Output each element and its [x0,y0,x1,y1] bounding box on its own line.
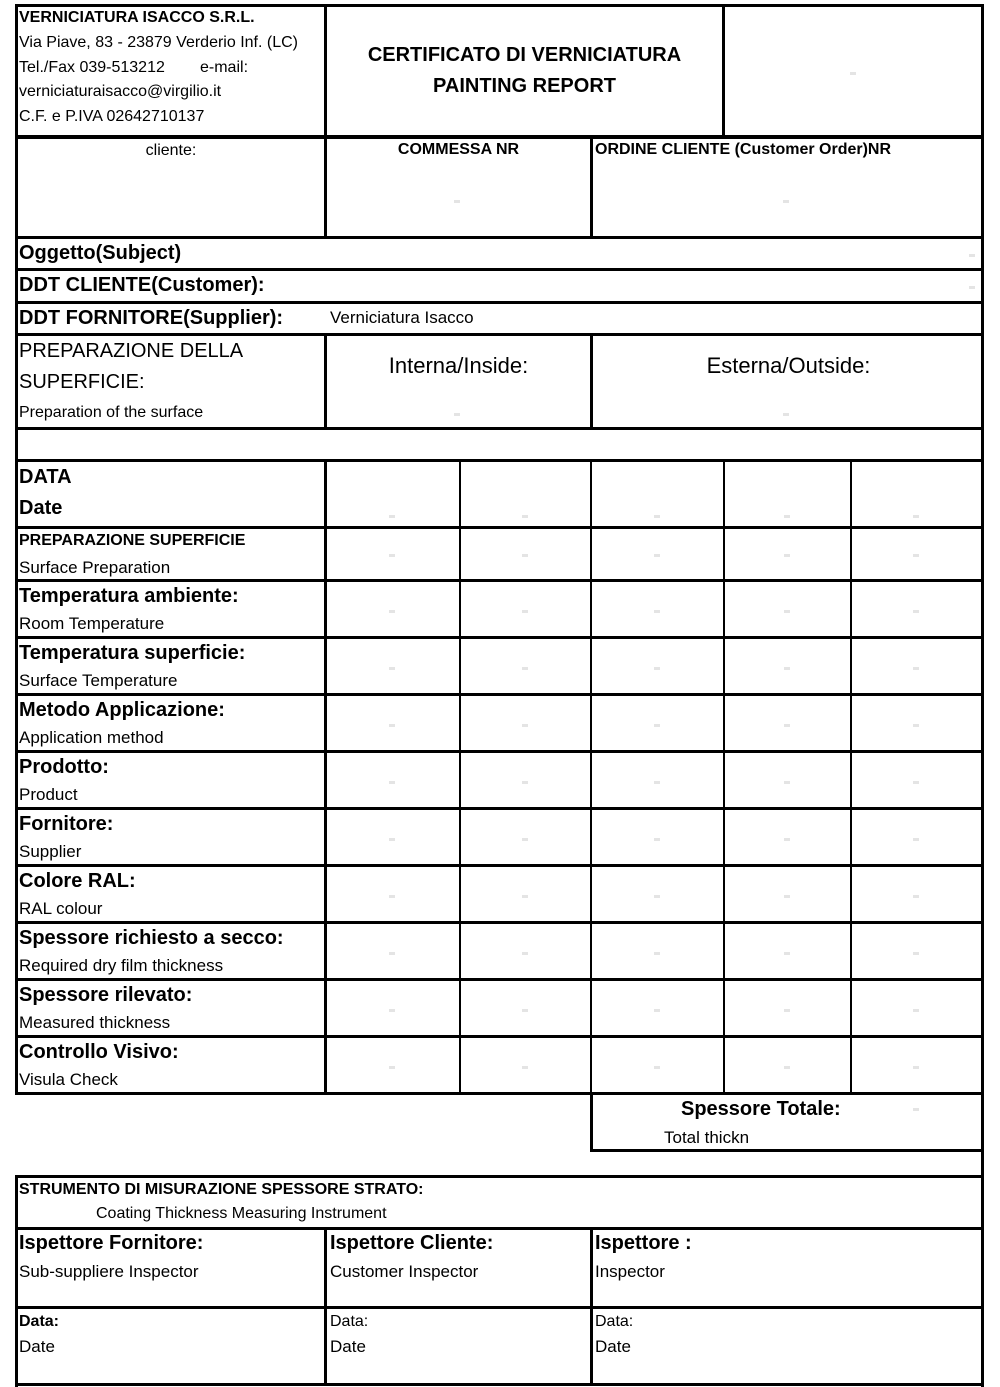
total-thickness-label-it: Spessore Totale: [681,1098,841,1120]
empty-cell-mark [522,895,528,898]
customer-inspector-label-it: Ispettore Cliente: [330,1232,494,1254]
empty-cell-mark [784,895,790,898]
empty-cell-mark [784,667,790,670]
grid-column-line [850,459,852,1095]
customer-inspector-label-en: Customer Inspector [330,1262,479,1281]
grid-column-line [723,459,725,1095]
inspector-label-it: Ispettore : [595,1232,692,1254]
empty-cell-mark [522,724,528,727]
grid-row-line [15,750,984,753]
ddt-supplier-label: DDT FORNITORE(Supplier): [19,307,284,329]
customer-order-label: ORDINE CLIENTE (Customer Order)NR [595,141,892,158]
outside-label: Esterna/Outside: [706,353,871,378]
product-label-it: Prodotto: [19,756,109,778]
empty-cell-mark [389,1009,395,1012]
empty-cell-mark [784,724,790,727]
grid-row-line [15,579,984,582]
supplier-label-en: Supplier [19,842,82,861]
empty-cell-mark [522,515,528,518]
supplier-inspector-label-it: Ispettore Fornitore: [19,1232,204,1254]
date-label-it: DATA [19,466,72,488]
visual-check-label-en: Visula Check [19,1070,118,1089]
empty-cell-mark [522,952,528,955]
empty-cell-mark [913,1009,919,1012]
spacer-left-border [15,428,18,462]
grid-row-line [15,636,984,639]
empty-cell-mark [522,610,528,613]
empty-cell-mark [654,895,660,898]
measured-thickness-label-it: Spessore rilevato: [19,984,193,1006]
spacer-right-border [981,428,984,462]
empty-cell-mark [913,838,919,841]
empty-cell-mark [522,667,528,670]
empty-cell-mark [654,952,660,955]
customer-inspector-date-en: Date [330,1337,366,1356]
empty-cell-mark [654,667,660,670]
room-temp-label-it: Temperatura ambiente: [19,585,239,607]
supplier-inspector-date-it: Data: [19,1313,60,1330]
document-title-en: PAINTING REPORT [433,75,616,97]
inspector-date-it: Data: [595,1313,634,1330]
empty-field-mark [913,1108,919,1111]
empty-cell-mark [784,1009,790,1012]
ral-colour-label-it: Colore RAL: [19,870,136,892]
application-method-label-en: Application method [19,728,164,747]
empty-cell-mark [784,952,790,955]
grid-row-line [15,864,984,867]
header-divider-2 [722,4,725,138]
surface-divider-1 [324,333,327,430]
ral-colour-label-en: RAL colour [19,899,103,918]
right-edge-line [981,1150,984,1178]
grid-column-line [459,459,461,1095]
inspector-date-en: Date [595,1337,631,1356]
empty-cell-mark [784,554,790,557]
ddt-row-divider [15,301,984,304]
empty-field-mark [783,413,789,416]
empty-cell-mark [784,781,790,784]
empty-cell-mark [913,1066,919,1069]
subject-label: Oggetto(Subject) [19,242,182,264]
grid-row-line [15,978,984,981]
instrument-label-it: STRUMENTO DI MISURAZIONE SPESSORE STRATO: [19,1181,424,1198]
job-number-label: COMMESSA NR [397,141,520,158]
empty-cell-mark [389,1066,395,1069]
company-name: VERNICIATURA ISACCO S.R.L. [19,9,255,26]
empty-cell-mark [654,838,660,841]
empty-field-mark [454,200,460,203]
empty-cell-mark [654,1066,660,1069]
grid-column-line [324,459,327,1095]
surface-temp-label-it: Temperatura superficie: [19,642,246,664]
room-temp-label-en: Room Temperature [19,614,165,633]
empty-cell-mark [654,724,660,727]
subject-row-divider [15,268,984,271]
grid-row-line [15,693,984,696]
empty-cell-mark [654,554,660,557]
empty-cell-mark [389,895,395,898]
client-label: cliente: [145,142,197,159]
empty-cell-mark [784,1066,790,1069]
empty-cell-mark [389,724,395,727]
total-thickness-label-en: Total thickn [664,1128,750,1147]
empty-cell-mark [654,610,660,613]
application-method-label-it: Metodo Applicazione: [19,699,225,721]
document-title-it: CERTIFICATO DI VERNICIATURA [367,44,682,66]
inspector-top-line [15,1227,984,1230]
surface-divider-2 [590,333,593,430]
surface-label-line1: PREPARAZIONE DELLA [19,340,244,362]
surface-temp-label-en: Surface Temperature [19,671,178,690]
company-phone: Tel./Fax 039-513212 [19,59,165,76]
empty-cell-mark [389,554,395,557]
empty-cell-mark [389,838,395,841]
surface-label-en: Preparation of the surface [19,404,204,421]
ddt-customer-label: DDT CLIENTE(Customer): [19,274,265,296]
empty-cell-mark [389,667,395,670]
empty-cell-mark [522,554,528,557]
empty-field-mark [969,254,975,257]
visual-check-label-it: Controllo Visivo: [19,1041,179,1063]
empty-cell-mark [913,554,919,557]
ddt-supplier-value: Verniciatura Isacco [330,308,474,327]
empty-cell-mark [654,1009,660,1012]
empty-cell-mark [913,781,919,784]
empty-cell-mark [913,895,919,898]
company-vat: C.F. e P.IVA 02642710137 [19,108,205,125]
empty-cell-mark [522,1066,528,1069]
empty-cell-mark [913,667,919,670]
empty-field-mark [783,200,789,203]
grid-row-line [15,1035,984,1038]
inspector-label-en: Inspector [595,1262,665,1281]
empty-cell-mark [913,610,919,613]
empty-field-mark [850,72,856,75]
customer-inspector-date-it: Data: [330,1313,369,1330]
inside-label: Interna/Inside: [388,353,529,378]
grid-row-line [15,921,984,924]
date-label-en: Date [19,497,63,519]
company-email-label: e-mail: [200,59,249,76]
required-thickness-label-en: Required dry film thickness [19,956,224,975]
empty-cell-mark [389,952,395,955]
grid-column-line [590,459,592,1095]
empty-cell-mark [522,781,528,784]
measured-thickness-label-en: Measured thickness [19,1013,171,1032]
inspector-divider-1 [324,1227,327,1386]
inspector-date-line [15,1306,984,1309]
empty-cell-mark [784,610,790,613]
surface-prep-label-en: Surface Preparation [19,558,171,577]
empty-cell-mark [784,838,790,841]
instrument-label-en: Coating Thickness Measuring Instrument [96,1205,387,1222]
empty-cell-mark [913,515,919,518]
empty-cell-mark [654,781,660,784]
surface-prep-label-it: PREPARAZIONE SUPERFICIE [19,532,246,549]
surface-label-line2: SUPERFICIE: [19,371,145,393]
required-thickness-label-it: Spessore richiesto a secco: [19,927,284,949]
grid-row-line [15,526,984,529]
empty-cell-mark [913,724,919,727]
inspector-divider-2 [590,1227,593,1386]
supplier-inspector-label-en: Sub-suppliere Inspector [19,1262,199,1281]
empty-field-mark [454,413,460,416]
header-divider-1 [324,4,327,138]
empty-cell-mark [522,1009,528,1012]
grid-right-border [981,459,984,1095]
empty-cell-mark [389,610,395,613]
empty-cell-mark [389,781,395,784]
empty-field-mark [969,286,975,289]
supplier-inspector-date-en: Date [19,1337,55,1356]
company-address: Via Piave, 83 - 23879 Verderio Inf. (LC) [19,34,298,51]
supplier-label-it: Fornitore: [19,813,114,835]
product-label-en: Product [19,785,78,804]
grid-row-line [15,807,984,810]
inspector-bottom-line [15,1383,984,1386]
client-divider-2 [590,136,593,239]
empty-cell-mark [913,952,919,955]
empty-cell-mark [522,838,528,841]
empty-cell-mark [654,515,660,518]
empty-cell-mark [389,515,395,518]
company-email: verniciaturaisacco@virgilio.it [19,83,222,100]
empty-cell-mark [784,515,790,518]
